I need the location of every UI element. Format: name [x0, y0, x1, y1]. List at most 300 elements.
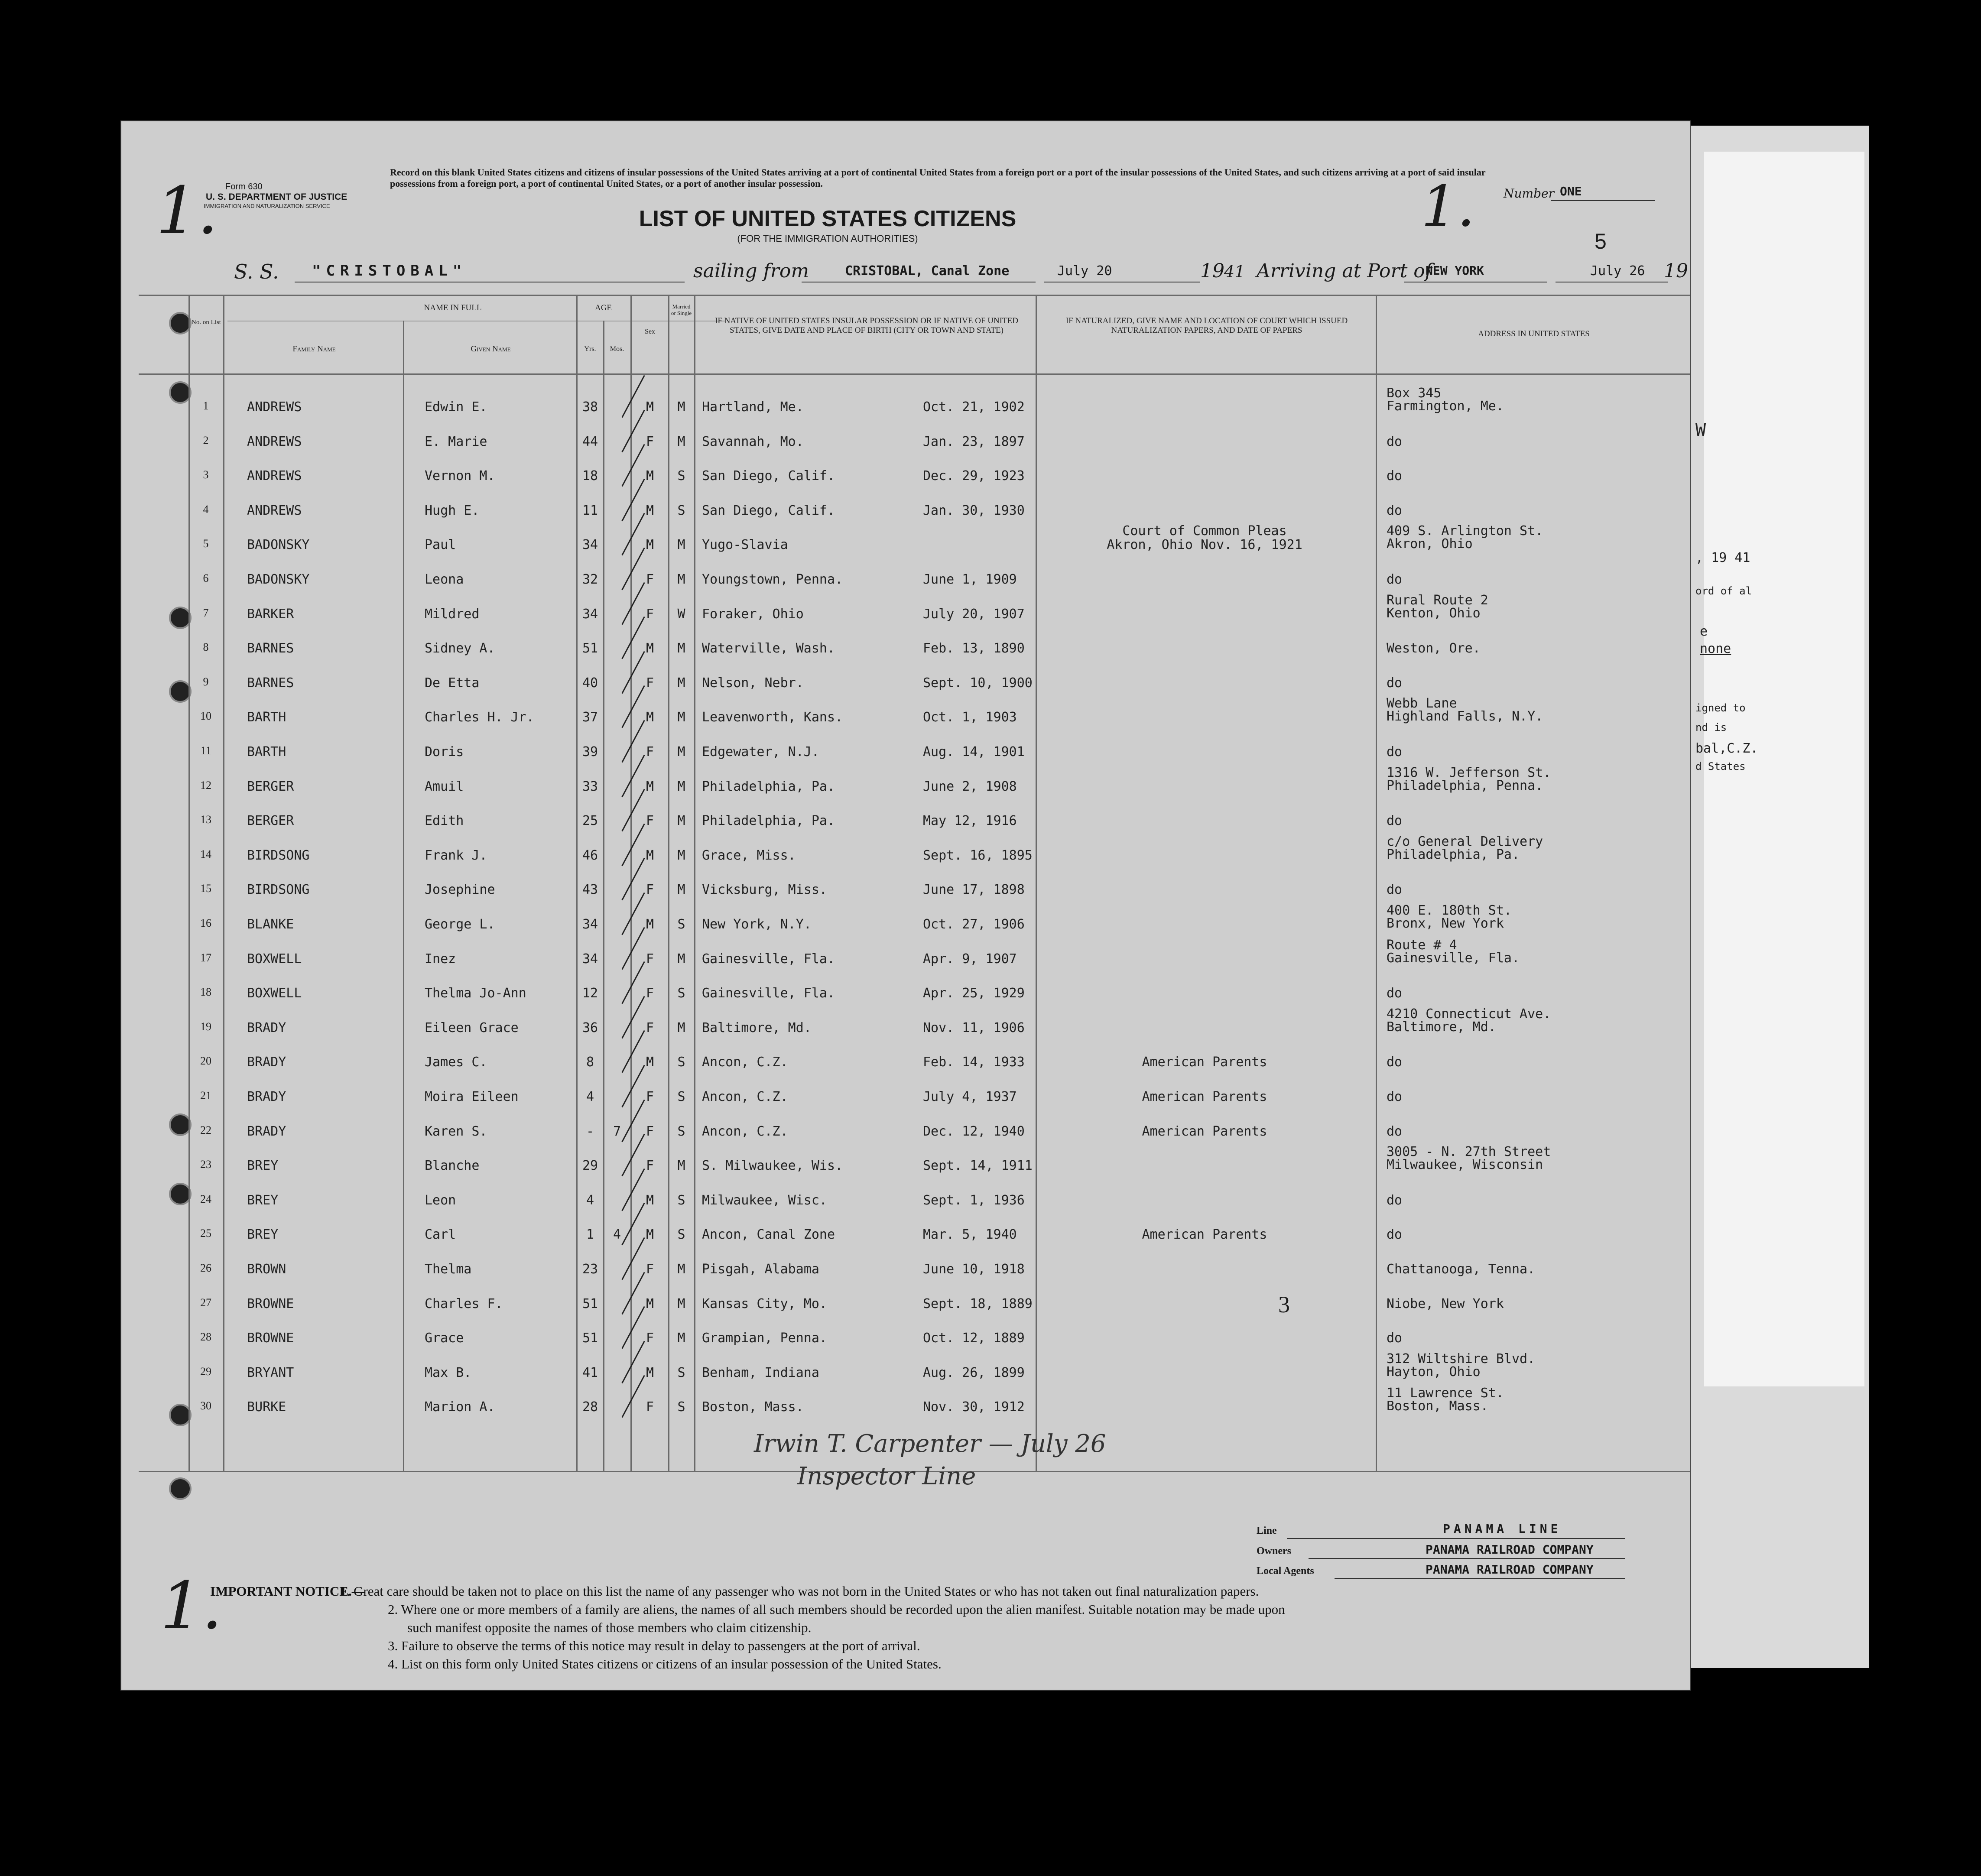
birth-place: Philadelphia, Pa.: [702, 779, 835, 794]
given-name: Leona: [425, 572, 464, 587]
table-row: [121, 761, 1690, 795]
family-name: ANDREWS: [247, 434, 302, 449]
address-line-2: Hayton, Ohio: [1387, 1364, 1481, 1379]
address-line-1: 312 Wiltshire Blvd.: [1387, 1351, 1536, 1366]
marital-status: M: [677, 813, 685, 829]
table-row: [121, 1209, 1690, 1243]
table-row: [121, 1381, 1690, 1415]
birth-place: Kansas City, Mo.: [702, 1296, 827, 1311]
given-name: Doris: [425, 744, 464, 759]
address-line-2: do: [1387, 434, 1403, 449]
birth-place: Benham, Indiana: [702, 1365, 819, 1380]
sex: F: [646, 1331, 654, 1346]
address-line-1: 1316 W. Jefferson St.: [1387, 765, 1551, 780]
given-name: Grace: [425, 1331, 464, 1346]
family-name: BLANKE: [247, 917, 294, 932]
address-line-1: Box 345: [1387, 386, 1442, 401]
age-years: 34: [582, 917, 598, 932]
table-row: [121, 795, 1690, 829]
address-line-2: do: [1387, 1331, 1403, 1346]
table-row: [121, 1140, 1690, 1174]
sex: F: [646, 606, 654, 622]
family-name: BIRDSONG: [247, 882, 310, 898]
table-row: [121, 1071, 1690, 1105]
col-family-name: Family Name: [292, 344, 336, 354]
sex: F: [646, 813, 654, 829]
age-years: 38: [582, 399, 598, 415]
given-name: Hugh E.: [425, 503, 480, 518]
address-line-1: 11 Lawrence St.: [1387, 1386, 1504, 1401]
birth-date: Dec. 29, 1923: [923, 468, 1025, 484]
instruction-text: Record on this blank United States citizens and citizens of insular possessions of the United States arriving at a port of continental United States from a foreign port or a port of the insular possessions of the United States, and such citizens arriving at a port of said insular possessions from a foreign port, a port of continental United States, or a port of another insular possession.: [390, 167, 1486, 189]
row-number: 28: [200, 1331, 211, 1344]
sex: F: [646, 572, 654, 587]
underlying-page: [1672, 126, 1869, 1668]
marital-status: W: [677, 606, 685, 622]
row-number: 27: [200, 1296, 211, 1309]
notice-4: 4. List on this form only United States citizens or citizens of an insular possession of the United States.: [388, 1656, 942, 1672]
family-name: BARKER: [247, 606, 294, 622]
marital-status: S: [677, 468, 685, 484]
birth-date: Oct. 27, 1906: [923, 917, 1025, 932]
inspector-title: Inspector Line: [797, 1462, 976, 1490]
given-name: Moira Eileen: [425, 1089, 519, 1104]
sex: F: [646, 1158, 654, 1174]
birth-place: Gainesville, Fla.: [702, 951, 835, 967]
row-number: 2: [203, 434, 209, 447]
department-label: U. S. DEPARTMENT OF JUSTICE: [206, 192, 347, 202]
birth-date: June 17, 1898: [923, 882, 1025, 898]
marital-status: M: [677, 882, 685, 898]
address-line-2: Chattanooga, Tenna.: [1387, 1262, 1536, 1277]
sex: M: [646, 537, 654, 553]
arrival-date: July 26: [1590, 263, 1645, 279]
manifest-page: [121, 121, 1690, 1690]
sail-year-prefix: 19: [1200, 260, 1224, 282]
arrival-port: NEW YORK: [1426, 263, 1484, 278]
birth-date: Nov. 30, 1912: [923, 1399, 1025, 1415]
side-fragment: none: [1700, 641, 1731, 656]
table-row: [121, 485, 1690, 519]
row-number: 5: [203, 537, 209, 550]
row-number: 4: [203, 503, 209, 516]
birth-date: June 2, 1908: [923, 779, 1017, 794]
marital-status: S: [677, 1055, 685, 1070]
sex: M: [646, 1365, 654, 1380]
address-line-2: do: [1387, 572, 1403, 587]
marital-status: M: [677, 1331, 685, 1346]
address-line-1: 4210 Connecticut Ave.: [1387, 1006, 1551, 1022]
address-line-2: Bronx, New York: [1387, 916, 1504, 931]
given-name: De Etta: [425, 675, 480, 691]
sex: M: [646, 847, 654, 863]
age-years: 18: [582, 468, 598, 484]
row-number: 10: [200, 710, 211, 723]
col-mos: Mos.: [610, 345, 624, 353]
marital-status: S: [677, 1399, 685, 1415]
birth-date: Jan. 30, 1930: [923, 503, 1025, 518]
address-line-2: do: [1387, 1192, 1403, 1208]
row-number: 23: [200, 1158, 211, 1171]
marital-status: M: [677, 1158, 685, 1174]
birth-date: Apr. 25, 1929: [923, 986, 1025, 1001]
number-value: ONE: [1560, 184, 1582, 198]
birth-place: Yugo-Slavia: [702, 537, 788, 553]
sex: F: [646, 434, 654, 449]
age-years: 29: [582, 1158, 598, 1174]
marital-status: M: [677, 951, 685, 967]
address-line-1: Webb Lane: [1387, 696, 1457, 711]
birth-place: Milwaukee, Wisc.: [702, 1192, 827, 1208]
address-line-2: do: [1387, 675, 1403, 691]
age-years: 33: [582, 779, 598, 794]
table-row: [121, 657, 1690, 691]
birth-place: Grampian, Penna.: [702, 1331, 827, 1346]
notice-2: 2. Where one or more members of a family are aliens, the names of all such members should be recorded upon the alien manifest. Suitable notation may be made upon: [388, 1602, 1285, 1617]
birth-date: Feb. 14, 1933: [923, 1055, 1025, 1070]
row-number: 8: [203, 641, 209, 654]
table-row: [121, 899, 1690, 933]
age-months: 7: [613, 1123, 621, 1139]
row-number: 1: [203, 399, 209, 412]
age-years: 12: [582, 986, 598, 1001]
family-name: BADONSKY: [247, 572, 310, 587]
marital-status: M: [677, 434, 685, 449]
row-number: 11: [200, 744, 211, 757]
age-months: 4: [613, 1227, 621, 1243]
birth-date: Oct. 21, 1902: [923, 399, 1025, 415]
table-row: [121, 1347, 1690, 1381]
sex: M: [646, 1192, 654, 1208]
birth-place: Ancon, Canal Zone: [702, 1227, 835, 1243]
birth-date: June 10, 1918: [923, 1262, 1025, 1277]
sail-year: 41: [1224, 262, 1245, 281]
address-line-2: do: [1387, 1123, 1403, 1139]
family-name: BERGER: [247, 813, 294, 829]
given-name: James C.: [425, 1055, 487, 1070]
col-address: ADDRESS IN UNITED STATES: [1478, 329, 1590, 338]
notice-title: IMPORTANT NOTICE.—: [210, 1584, 365, 1599]
arriving-label: Arriving at Port of: [1257, 260, 1432, 282]
birth-date: Nov. 11, 1906: [923, 1020, 1025, 1035]
row-number: 3: [203, 468, 209, 481]
marital-status: M: [677, 641, 685, 656]
age-years: 43: [582, 882, 598, 898]
family-name: BARTH: [247, 744, 286, 759]
given-name: Charles F.: [425, 1296, 503, 1311]
family-name: BROWNE: [247, 1331, 294, 1346]
table-row: [121, 623, 1690, 657]
birth-place: Pisgah, Alabama: [702, 1262, 819, 1277]
marital-status: M: [677, 779, 685, 794]
family-name: BURKE: [247, 1399, 286, 1415]
family-name: ANDREWS: [247, 503, 302, 518]
birth-place: Nelson, Nebr.: [702, 675, 804, 691]
birth-place: Edgewater, N.J.: [702, 744, 819, 759]
address-line-2: Highland Falls, N.Y.: [1387, 709, 1543, 724]
address-line-1: 409 S. Arlington St.: [1387, 523, 1543, 539]
family-name: BRYANT: [247, 1365, 294, 1380]
sex: F: [646, 1089, 654, 1104]
age-years: 34: [582, 606, 598, 622]
marital-status: S: [677, 503, 685, 518]
birth-place: San Diego, Calif.: [702, 468, 835, 484]
birth-date: Dec. 12, 1940: [923, 1123, 1025, 1139]
sex: M: [646, 917, 654, 932]
row-number: 26: [200, 1262, 211, 1274]
given-name: Amuil: [425, 779, 464, 794]
age-years: 34: [582, 951, 598, 967]
birth-place: Philadelphia, Pa.: [702, 813, 835, 829]
address-line-2: Gainesville, Fla.: [1387, 950, 1520, 966]
age-years: 34: [582, 537, 598, 553]
table-row: [121, 1002, 1690, 1036]
table-row: [121, 519, 1690, 553]
sex: F: [646, 986, 654, 1001]
given-name: Edith: [425, 813, 464, 829]
col-birth: IF NATIVE OF UNITED STATES INSULAR POSSESSION OR IF NATIVE OF UNITED STATES, GIVE DATE AND PLACE OF BIRTH (CITY OR TOWN AND STATE): [715, 316, 1018, 335]
row-number: 6: [203, 572, 209, 584]
given-name: Carl: [425, 1227, 456, 1243]
birth-date: Oct. 12, 1889: [923, 1331, 1025, 1346]
side-fragment: nd is: [1695, 721, 1727, 734]
address-line-2: do: [1387, 986, 1403, 1001]
given-name: Thelma Jo-Ann: [425, 986, 526, 1001]
given-name: Vernon M.: [425, 468, 495, 484]
birth-place: Ancon, C.Z.: [702, 1089, 788, 1104]
family-name: BERGER: [247, 779, 294, 794]
row-number: 22: [200, 1123, 211, 1136]
birth-place: S. Milwaukee, Wis.: [702, 1158, 843, 1174]
age-years: 39: [582, 744, 598, 759]
birth-date: Sept. 14, 1911: [923, 1158, 1033, 1174]
given-name: Karen S.: [425, 1123, 487, 1139]
birth-place: Youngstown, Penna.: [702, 572, 843, 587]
address-line-2: Philadelphia, Pa.: [1387, 847, 1520, 862]
row-number: 25: [200, 1227, 211, 1240]
family-name: BROWN: [247, 1262, 286, 1277]
family-name: BREY: [247, 1158, 279, 1174]
family-name: BARTH: [247, 710, 286, 725]
owners-value: PANAMA RAILROAD COMPANY: [1426, 1542, 1594, 1557]
side-fragment: e: [1700, 624, 1708, 639]
side-fragment: W: [1695, 420, 1706, 440]
address-line-2: Akron, Ohio: [1387, 536, 1473, 552]
age-years: 32: [582, 572, 598, 587]
birth-date: Sept. 16, 1895: [923, 847, 1033, 863]
birth-place: Ancon, C.Z.: [702, 1123, 788, 1139]
sex: M: [646, 710, 654, 725]
birth-place: New York, N.Y.: [702, 917, 812, 932]
sail-date: July 20: [1057, 263, 1112, 279]
handwritten-one: 1.: [1421, 173, 1475, 239]
address-line-2: Philadelphia, Penna.: [1387, 778, 1543, 793]
marital-status: S: [677, 1089, 685, 1104]
birth-date: Aug. 26, 1899: [923, 1365, 1025, 1380]
birth-place: San Diego, Calif.: [702, 503, 835, 518]
marital-status: M: [677, 1020, 685, 1035]
given-name: Josephine: [425, 882, 495, 898]
given-name: Frank J.: [425, 847, 487, 863]
row-number: 30: [200, 1399, 211, 1412]
sex: F: [646, 1020, 654, 1035]
age-years: 23: [582, 1262, 598, 1277]
table-row: [121, 1278, 1690, 1312]
marital-status: S: [677, 917, 685, 932]
age-years: -: [586, 1123, 594, 1139]
line-label: Line: [1257, 1525, 1277, 1536]
family-name: BARNES: [247, 641, 294, 656]
address-line-2: Farmington, Me.: [1387, 399, 1504, 414]
row-number: 14: [200, 847, 211, 860]
address-line-1: 400 E. 180th St.: [1387, 903, 1512, 918]
form-title: LIST OF UNITED STATES CITIZENS: [639, 206, 1016, 231]
address-line-2: Kenton, Ohio: [1387, 605, 1481, 621]
punch-hole: [169, 1477, 192, 1500]
family-name: ANDREWS: [247, 468, 302, 484]
given-name: Paul: [425, 537, 456, 553]
family-name: BRADY: [247, 1020, 286, 1035]
address-line-2: Milwaukee, Wisconsin: [1387, 1157, 1543, 1173]
age-years: 4: [586, 1089, 594, 1104]
age-years: 44: [582, 434, 598, 449]
address-line-2: Baltimore, Md.: [1387, 1019, 1496, 1035]
marital-status: S: [677, 1227, 685, 1243]
table-row: [121, 726, 1690, 760]
address-line-2: do: [1387, 1089, 1403, 1104]
sex: F: [646, 951, 654, 967]
age-years: 40: [582, 675, 598, 691]
birth-place: Savannah, Mo.: [702, 434, 804, 449]
table-row: [121, 1036, 1690, 1071]
row-number: 12: [200, 779, 211, 792]
family-name: BRADY: [247, 1123, 286, 1139]
ship-name: "CRISTOBAL": [312, 262, 467, 279]
table-row: [121, 416, 1690, 450]
given-name: Sidney A.: [425, 641, 495, 656]
naturalization-details: Akron, Ohio Nov. 16, 1921: [1107, 537, 1302, 553]
given-name: Max B.: [425, 1365, 472, 1380]
sex: F: [646, 1399, 654, 1415]
row-number: 7: [203, 606, 209, 619]
given-name: Charles H. Jr.: [425, 710, 534, 725]
owners-label: Owners: [1257, 1545, 1291, 1557]
address-line-2: do: [1387, 744, 1403, 759]
family-name: BARNES: [247, 675, 294, 691]
row-number: 21: [200, 1089, 211, 1102]
birth-place: Foraker, Ohio: [702, 606, 804, 622]
birth-date: July 20, 1907: [923, 606, 1025, 622]
birth-date: Feb. 13, 1890: [923, 641, 1025, 656]
table-row: [121, 450, 1690, 484]
naturalization-details: American Parents: [1142, 1089, 1267, 1104]
birth-place: Gainesville, Fla.: [702, 986, 835, 1001]
family-name: BIRDSONG: [247, 847, 310, 863]
sex: F: [646, 882, 654, 898]
marital-status: M: [677, 744, 685, 759]
row-number: 9: [203, 675, 209, 688]
col-no-on-list: No. on List: [192, 319, 221, 326]
age-years: 8: [586, 1055, 594, 1070]
marital-status: M: [677, 1296, 685, 1311]
address-line-1: Rural Route 2: [1387, 592, 1488, 608]
birth-date: May 12, 1916: [923, 813, 1017, 829]
row-number: 16: [200, 917, 211, 929]
row-number: 19: [200, 1020, 211, 1033]
birth-date: Apr. 9, 1907: [923, 951, 1017, 967]
marital-status: M: [677, 399, 685, 415]
sex: F: [646, 1262, 654, 1277]
col-given-name: Given Name: [471, 344, 511, 354]
address-line-1: 3005 - N. 27th Street: [1387, 1144, 1551, 1160]
birth-date: July 4, 1937: [923, 1089, 1017, 1104]
age-years: 51: [582, 641, 598, 656]
address-line-1: c/o General Delivery: [1387, 834, 1543, 849]
table-row: [121, 933, 1690, 967]
given-name: Marion A.: [425, 1399, 495, 1415]
row-number: 17: [200, 951, 211, 964]
agents-value: PANAMA RAILROAD COMPANY: [1426, 1562, 1594, 1577]
table-row: [121, 691, 1690, 726]
age-years: 41: [582, 1365, 598, 1380]
col-yrs: Yrs.: [584, 345, 596, 353]
family-name: BADONSKY: [247, 537, 310, 553]
birth-place: Hartland, Me.: [702, 399, 804, 415]
family-name: BREY: [247, 1192, 279, 1208]
age-years: 28: [582, 1399, 598, 1415]
address-line-2: do: [1387, 1227, 1403, 1243]
birth-place: Leavenworth, Kans.: [702, 710, 843, 725]
table-row: [121, 864, 1690, 898]
address-line-2: do: [1387, 468, 1403, 484]
row-number: 13: [200, 813, 211, 826]
marital-status: S: [677, 1365, 685, 1380]
age-years: 36: [582, 1020, 598, 1035]
table-row: [121, 1106, 1690, 1140]
line-value: PANAMA LINE: [1443, 1522, 1562, 1536]
birth-place: Waterville, Wash.: [702, 641, 835, 656]
sex: F: [646, 744, 654, 759]
sex: M: [646, 468, 654, 484]
naturalization-details: American Parents: [1142, 1227, 1267, 1243]
birth-place: Baltimore, Md.: [702, 1020, 812, 1035]
sex: M: [646, 1227, 654, 1243]
birth-date: Sept. 10, 1900: [923, 675, 1033, 691]
age-years: 46: [582, 847, 598, 863]
address-line-1: Route # 4: [1387, 937, 1457, 953]
form-subtitle: (FOR THE IMMIGRATION AUTHORITIES): [737, 233, 918, 244]
birth-place: Grace, Miss.: [702, 847, 796, 863]
agents-label: Local Agents: [1257, 1565, 1314, 1577]
marital-status: M: [677, 572, 685, 587]
table-row: [121, 1312, 1690, 1347]
marital-status: M: [677, 675, 685, 691]
form-number: Form 630: [225, 182, 263, 191]
sex: M: [646, 399, 654, 415]
side-fragment: ord of al: [1695, 585, 1752, 597]
notice-1: 1. Great care should be taken not to place on this list the name of any passenger who was not born in the United States or who has not taken out final naturalization papers.: [340, 1584, 1259, 1599]
family-name: BRADY: [247, 1055, 286, 1070]
age-years: 4: [586, 1192, 594, 1208]
service-label: IMMIGRATION AND NATURALIZATION SERVICE: [204, 203, 330, 209]
handwritten-one: 1.: [156, 173, 218, 249]
table-row: [121, 1175, 1690, 1209]
address-line-2: do: [1387, 1055, 1403, 1070]
sex: M: [646, 1055, 654, 1070]
family-name: BROWNE: [247, 1296, 294, 1311]
family-name: BOXWELL: [247, 951, 302, 967]
given-name: Mildred: [425, 606, 480, 622]
